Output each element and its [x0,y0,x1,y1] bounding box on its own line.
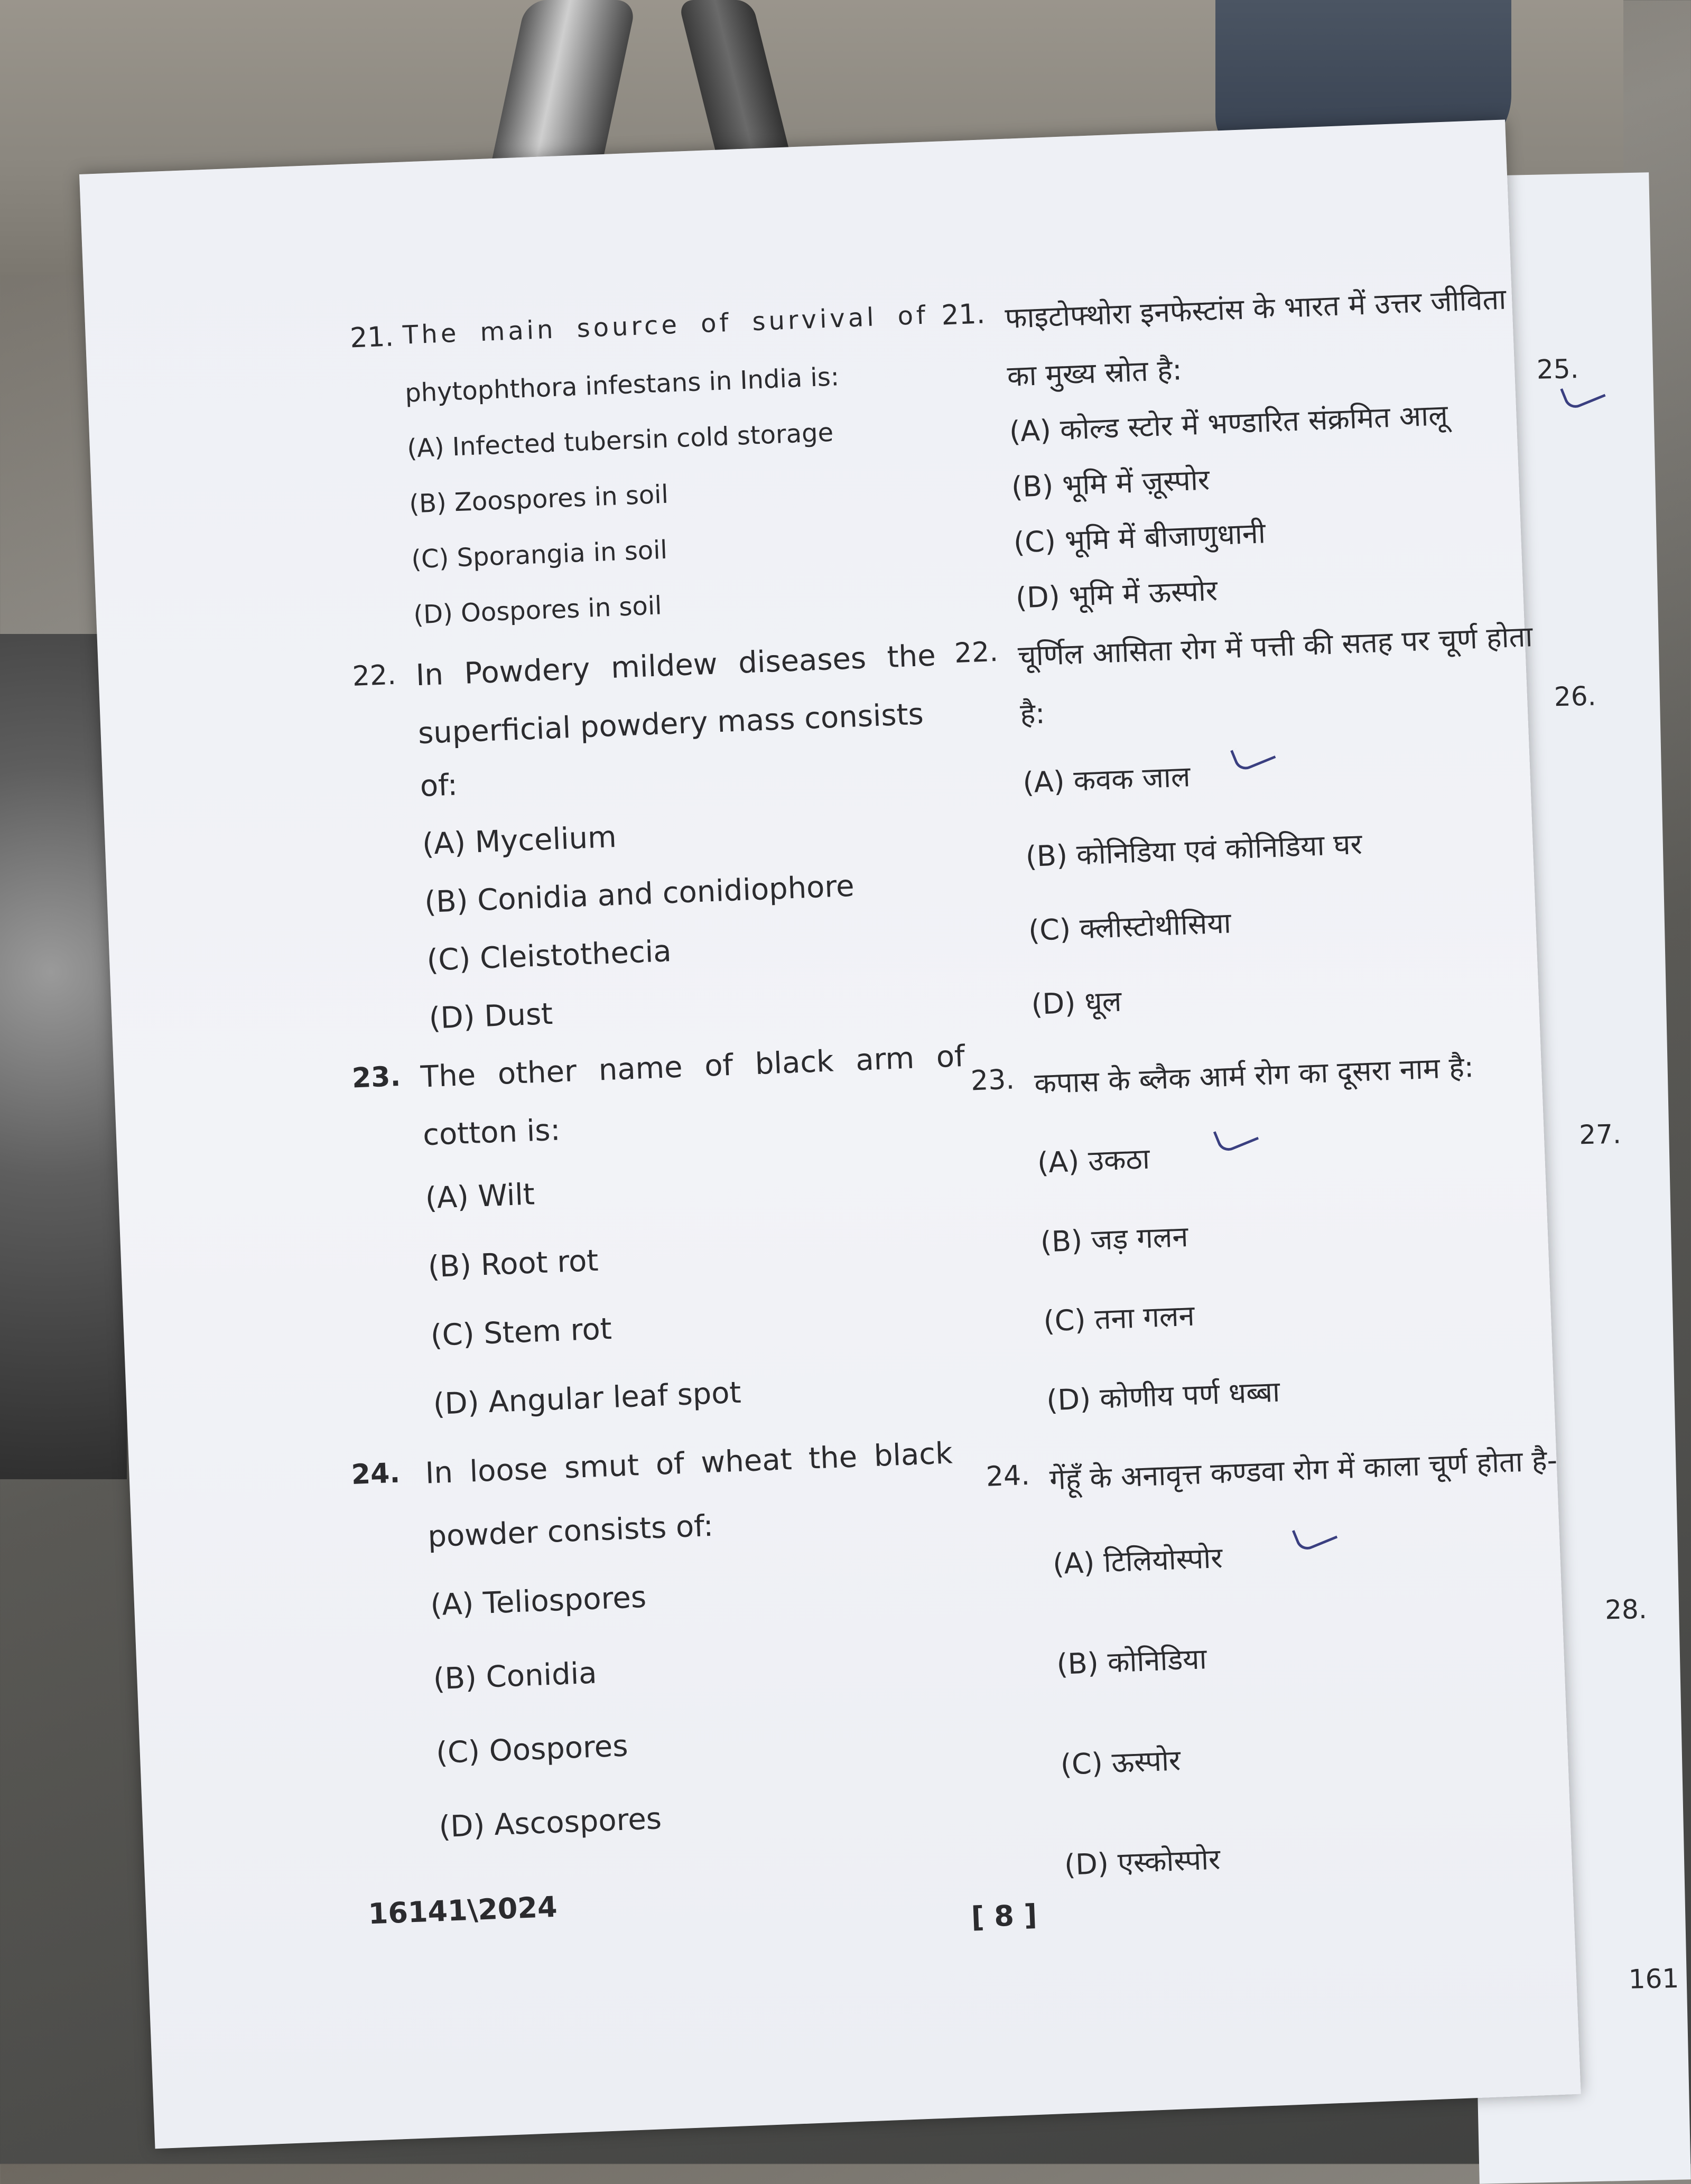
option-c: (C) तना गलन [1043,1299,1195,1338]
option-b: (B) जड़ गलन [1039,1219,1189,1259]
question-text: phytophthora infestans in India is: [404,362,840,408]
side-number-27: 27. [1578,1118,1622,1151]
option-a: (A) Infected tubersin cold storage [406,417,834,464]
side-number-26: 26. [1554,680,1597,713]
option-a: (A) कवक जाल [1022,760,1191,800]
side-code: 161 [1628,1963,1679,1995]
option-b: (B) Root rot [427,1243,599,1285]
question-text: गेंहूँ के अनावृत्त कण्डवा रोग में काला चूर्ण होता है- [1048,1443,1558,1497]
option-a: (A) Mycelium [421,819,617,862]
option-c: (C) Stem rot [430,1311,612,1354]
question-text: superficial powdery mass consists [417,697,924,751]
question-text: cotton is: [422,1113,561,1153]
option-b: (B) Conidia and conidiophore [424,869,855,920]
question-number: 23. [970,1063,1015,1097]
option-b: (B) Conidia [432,1656,598,1697]
option-b: (B) Zoospores in soil [408,479,669,519]
option-c: (C) ऊस्पोर [1060,1743,1182,1781]
question-text: The other name of black arm of [420,1039,966,1095]
option-c: (C) भूमि में बीजाणुधानी [1012,516,1266,559]
checkmark-icon [1292,1516,1337,1553]
option-c: (C) क्लीस्टोथीसिया [1028,906,1232,948]
question-number: 21. [349,321,395,354]
option-d: (D) भूमि में ऊस्पोर [1015,573,1218,615]
option-d: (D) Ascospores [438,1802,663,1845]
question-text: The main source of survival of [402,300,929,350]
option-d: (D) Oospores in soil [413,591,663,630]
option-d: (D) Angular leaf spot [432,1375,742,1422]
option-c: (C) Oospores [435,1729,629,1771]
option-d: (D) एस्कोस्पोर [1064,1842,1221,1882]
question-number: 24. [985,1459,1030,1493]
checkmark-icon [1230,736,1276,773]
option-a: (A) Wilt [424,1177,536,1216]
option-c: (C) Sporangia in soil [411,535,668,575]
question-text: of: [419,768,459,804]
question-text: कपास के ब्लैक आर्म रोग का दूसरा नाम है: [1034,1050,1475,1100]
option-a: (A) टिलियोस्पोर [1052,1541,1223,1581]
question-number: 24. [350,1457,401,1491]
page-number: [ 8 ] [970,1898,1038,1934]
side-number-28: 28. [1604,1593,1648,1626]
option-c: (C) Cleistothecia [426,934,672,978]
option-a: (A) कोल्ड स्टोर में भण्डारित संक्रमित आलू [1008,398,1448,449]
question-number: 23. [351,1060,402,1095]
question-text: चूर्णिल आसिता रोग में पत्ती की सतह पर चूर्ण होता [1017,620,1534,673]
question-text: है: [1019,696,1046,731]
option-b: (B) कोनिडिया एवं कोनिडिया घर [1025,827,1363,874]
paper-code: 16141\2024 [367,1890,558,1931]
option-d: (D) Dust [428,996,554,1036]
option-a: (A) उकठा [1036,1142,1150,1180]
option-b: (B) भूमि में ज़ूस्पोर [1010,463,1210,504]
question-text: powder consists of: [427,1508,714,1554]
option-d: (D) कोणीय पर्ण धब्बा [1046,1375,1281,1417]
exam-page [79,119,1581,2149]
checkmark-icon [1213,1117,1259,1154]
option-a: (A) Teliospores [430,1580,647,1623]
question-text: In loose smut of wheat the black [424,1436,953,1491]
side-number-25: 25. [1536,353,1579,385]
question-text: का मुख्य स्रोत है: [1006,353,1183,393]
option-b: (B) कोनिडिया [1056,1642,1207,1682]
question-number: 22. [351,659,397,693]
question-text: In Powdery mildew diseases the [415,638,936,693]
question-number: 21. [941,298,986,332]
question-text: फाइटोफ्थोरा इनफेस्टांस के भारत में उत्तर जीविता [1004,282,1507,335]
option-d: (D) धूल [1030,984,1122,1021]
question-number: 22. [953,636,999,670]
